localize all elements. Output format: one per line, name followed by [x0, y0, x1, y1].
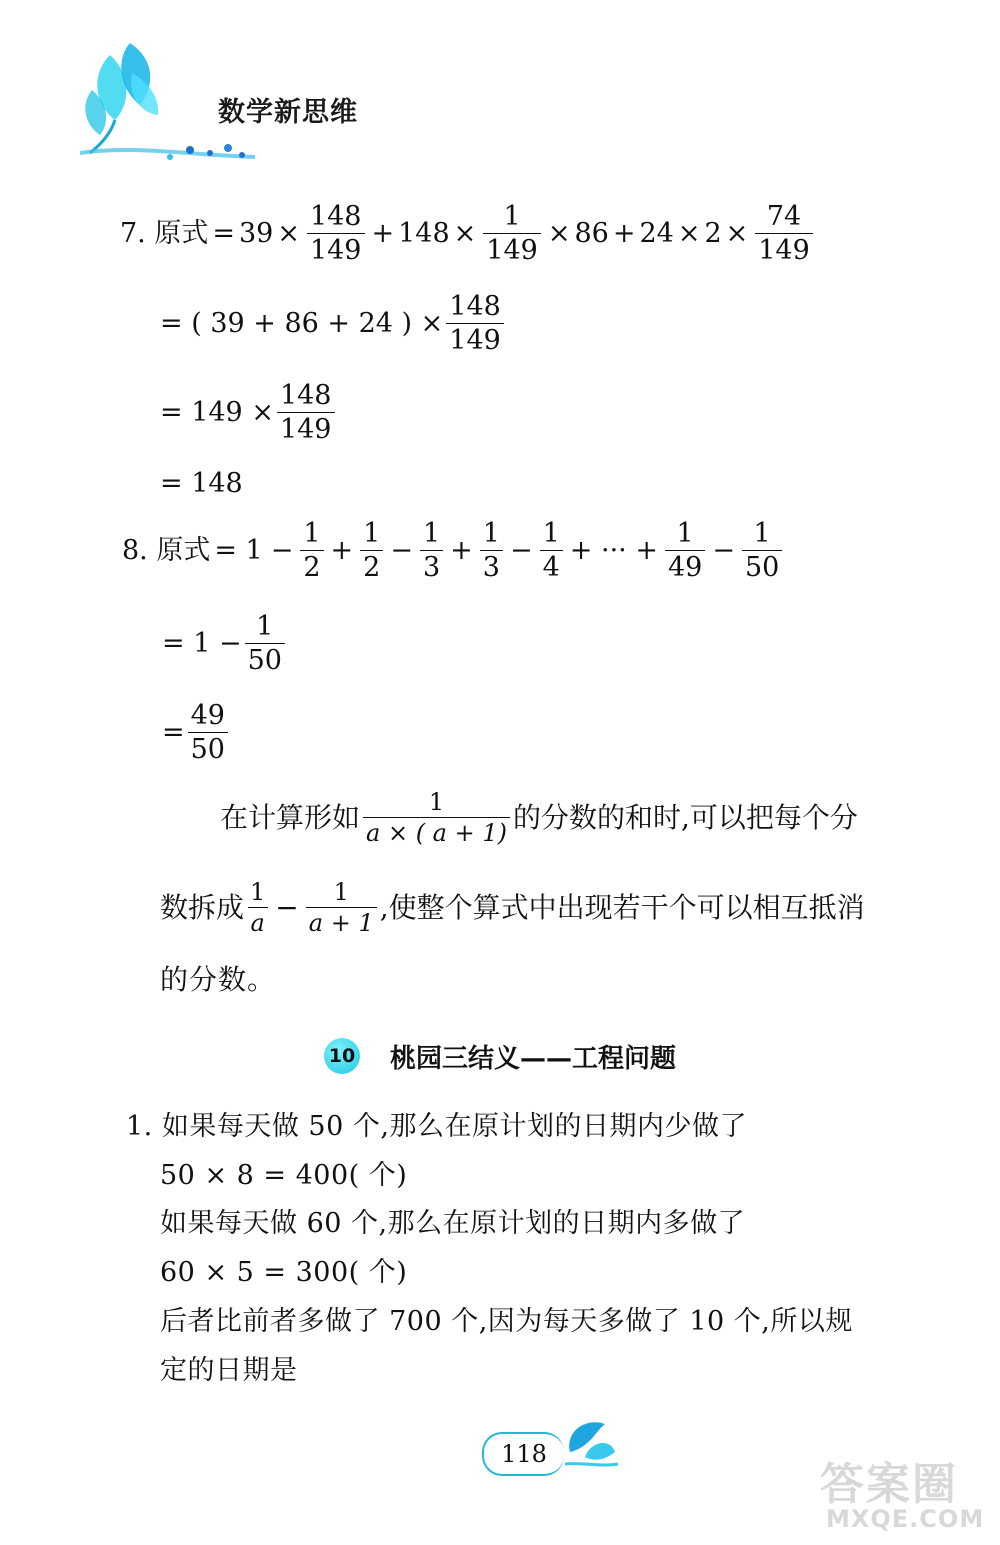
problem1-line3: 如果每天做 60 个,那么在原计划的日期内多做了	[160, 1208, 746, 1239]
number: 39	[238, 218, 274, 249]
fraction: $\frac{1}{4}$	[540, 520, 563, 581]
times-sign: ×	[453, 218, 477, 249]
problem8-label: 8. 原式	[122, 535, 211, 566]
expression: = 1	[214, 535, 263, 566]
note-text: 数拆成	[160, 890, 245, 924]
fraction: $\frac{148}{149}$	[277, 382, 335, 443]
fraction: $\frac{1}{3}$	[420, 520, 443, 581]
fraction: $\frac{1}{a + 1}$	[306, 880, 377, 935]
minus-sign: −	[275, 890, 299, 924]
equals-sign: =	[212, 218, 235, 249]
note-line2	[160, 880, 865, 935]
fraction: $\frac{1}{50}$	[245, 613, 285, 674]
plus-sign: +	[612, 218, 636, 249]
expression: = 148	[160, 468, 243, 499]
expression: = 149 ×	[160, 397, 274, 428]
problem1-line4: 60 × 5 = 300( 个)	[160, 1257, 408, 1288]
section-number-badge: 10	[324, 1038, 360, 1074]
number: 24	[639, 218, 674, 249]
minus-sign: −	[270, 535, 294, 566]
plus-sign: +	[371, 218, 395, 249]
times-sign: ×	[277, 218, 300, 249]
header-title: 数学新思维	[218, 97, 358, 128]
minus-sign: −	[712, 535, 735, 566]
problem1-line6: 定的日期是	[160, 1355, 298, 1386]
page-number: 118	[482, 1432, 564, 1476]
problem7-label: 7. 原式	[120, 218, 209, 249]
problem8-line1	[122, 520, 785, 581]
problem7-line2	[160, 293, 507, 354]
fraction: $\frac{148}{149}$	[446, 293, 504, 354]
watermark-url: MXQE.COM	[826, 1505, 985, 1533]
note-line1	[220, 790, 858, 845]
times-sign: ×	[547, 218, 571, 249]
plus-sign: +	[450, 535, 473, 566]
problem1-line2: 50 × 8 = 400( 个)	[160, 1160, 408, 1191]
fraction: $\frac{1}{49}$	[665, 520, 705, 581]
number: 2	[704, 218, 722, 249]
section-title: 桃园三结义——工程问题	[390, 1044, 677, 1074]
fraction: $\frac{1}{a}$	[247, 880, 268, 935]
problem1-line5: 后者比前者多做了 700 个,因为每天多做了 10 个,所以规	[160, 1306, 853, 1337]
note-text: 在计算形如	[220, 800, 361, 834]
note-text: 的分数的和时,可以把每个分	[513, 800, 858, 834]
minus-sign: −	[390, 535, 413, 566]
number: 148	[398, 218, 450, 249]
fraction: $\frac{1}{2}$	[360, 520, 383, 581]
fraction: $\frac{1}{3}$	[480, 520, 503, 581]
fraction: $\frac{1}{149}$	[483, 203, 541, 264]
fraction: $\frac{1}{50}$	[742, 520, 782, 581]
expression: = 1 −	[162, 628, 242, 659]
fraction: $\frac{49}{50}$	[188, 702, 228, 763]
ellipsis: + ··· +	[569, 535, 658, 566]
fraction: $\frac{1}{2}$	[300, 520, 323, 581]
plus-sign: +	[330, 535, 354, 566]
times-sign: ×	[677, 218, 701, 249]
problem7-line3	[160, 382, 338, 443]
number: 86	[574, 218, 609, 249]
footer-flower-icon	[560, 1412, 620, 1472]
problem7-line1	[120, 203, 816, 264]
expression: = ( 39 + 86 + 24 ) ×	[160, 308, 444, 339]
problem1-line1: 1. 如果每天做 50 个,那么在原计划的日期内少做了	[126, 1111, 747, 1142]
note-text: ,使整个算式中出现若干个可以相互抵消	[379, 890, 865, 924]
note-line3: 的分数。	[160, 963, 277, 996]
watermark-logo: 答案圈	[820, 1459, 958, 1510]
problem8-line2	[162, 613, 288, 674]
fraction: $\frac{74}{149}$	[755, 203, 813, 264]
problem7-line4	[160, 470, 243, 497]
equals-sign: =	[162, 717, 185, 748]
problem8-line3	[162, 702, 231, 763]
fraction: $\frac{1}{a \times ( a + 1)}$	[363, 790, 510, 845]
times-sign: ×	[725, 218, 749, 249]
minus-sign: −	[509, 535, 533, 566]
fraction: $\frac{148}{149}$	[307, 203, 365, 264]
